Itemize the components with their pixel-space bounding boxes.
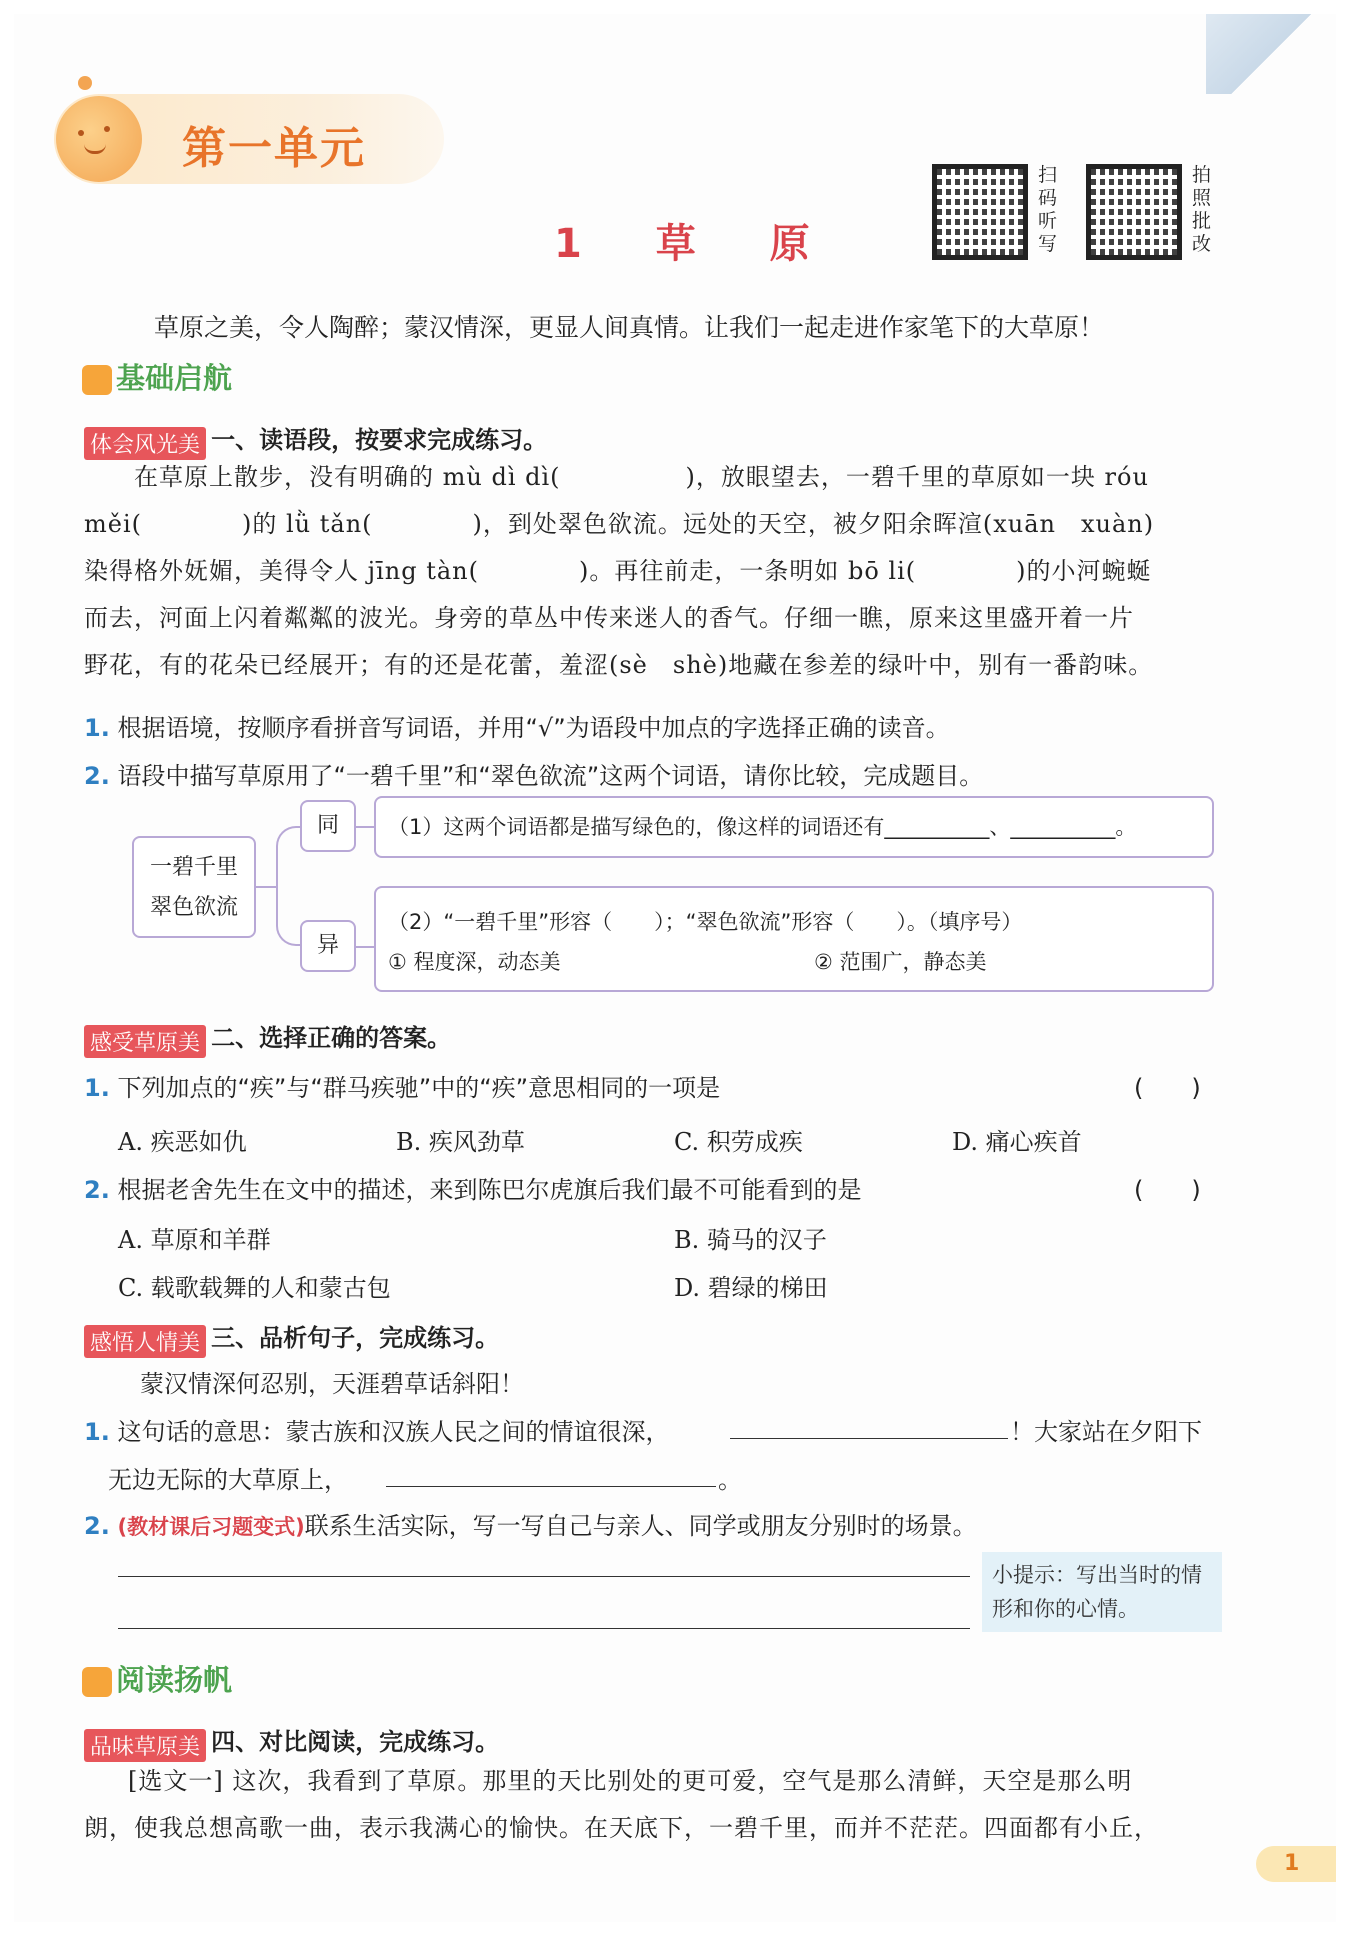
q3-s1-text-d: 。 bbox=[718, 1466, 742, 1494]
section-reading-title: 阅读扬帆 bbox=[116, 1663, 233, 1697]
q3-hint-box: 小提示：写出当时的情形和你的心情。 bbox=[982, 1552, 1222, 1632]
q3-s1-number: 1. bbox=[84, 1418, 110, 1446]
diagram-diff-text: （2）“一碧千里”形容（ ）；“翠色欲流”形容（ ）。（填序号） bbox=[388, 910, 1023, 934]
q3-tag: 感悟人情美 bbox=[84, 1325, 206, 1358]
q1-passage bbox=[84, 454, 1264, 689]
q2-title: 二、选择正确的答案。 bbox=[211, 1024, 452, 1052]
qr-code-listen-icon[interactable] bbox=[932, 164, 1028, 260]
q4-tag: 品味草原美 bbox=[84, 1729, 206, 1762]
q3-s2-number: 2. bbox=[84, 1512, 110, 1540]
qr-grade-label: 拍照批改 bbox=[1192, 164, 1212, 255]
passage-line: 染得格外妩媚，美得令人 jīng tàn( )。再往前走，一条明如 bō li( )的小河蜿蜒 bbox=[84, 557, 1152, 585]
diagram-word-2: 翠色欲流 bbox=[149, 895, 238, 920]
q2-s1-option-c[interactable]: C. 积劳成疾 bbox=[674, 1128, 803, 1156]
diagram-same-box: 同 bbox=[300, 800, 356, 852]
q1-sub1-text: 根据语境，按顺序看拼音写词语，并用“√”为语段中加点的字选择正确的读音。 bbox=[117, 714, 950, 742]
anchor-icon bbox=[82, 365, 112, 395]
q2-header bbox=[84, 1018, 451, 1058]
q4-passage bbox=[84, 1758, 1264, 1852]
q1-sub2 bbox=[84, 756, 983, 791]
diagram-word-1: 一碧千里 bbox=[149, 855, 238, 880]
passage-line: 朗，使我总想高歌一曲，表示我满心的愉快。在天底下，一碧千里，而并不茫茫。四面都有小丘， bbox=[84, 1814, 1159, 1842]
q3-s1-text-b: ！大家站在夕阳下 bbox=[1010, 1418, 1202, 1446]
q2-s2-option-c[interactable]: C. 载歌载舞的人和蒙古包 bbox=[118, 1274, 391, 1302]
q1-sub2-number: 2. bbox=[84, 762, 110, 790]
diagram-diff-panel bbox=[374, 886, 1214, 992]
diagram-options bbox=[388, 942, 1200, 982]
q2-s1-option-a[interactable]: A. 疾恶如仇 bbox=[118, 1128, 247, 1156]
q3-s2-source-tag: (教材课后习题变式) bbox=[117, 1515, 305, 1539]
diagram-option-2: ② 范围广，静态美 bbox=[814, 950, 987, 974]
passage-line: měi( )的 lǜ tǎn( )，到处翠色欲流。远处的天空，被夕阳余晖渲(xuān xuàn) bbox=[84, 510, 1155, 538]
q3-s1-text-a: 这句话的意思：蒙古族和汉族人民之间的情谊很深， bbox=[117, 1418, 670, 1446]
q2-s2-text: 根据老舍先生在文中的描述，来到陈巴尔虎旗后我们最不可能看到的是 bbox=[117, 1176, 862, 1204]
q4-title: 四、对比阅读，完成练习。 bbox=[211, 1728, 500, 1756]
q3-s2-answer-line[interactable] bbox=[118, 1576, 970, 1577]
q2-s2-option-d[interactable]: D. 碧绿的梯田 bbox=[674, 1274, 828, 1302]
q2-s2-answer-bracket[interactable]: ( ) bbox=[1134, 1176, 1201, 1204]
q2-s1-option-b[interactable]: B. 疾风劲草 bbox=[396, 1128, 525, 1156]
sail-icon bbox=[82, 1667, 112, 1697]
lesson-title: 1 草 原 bbox=[554, 221, 840, 267]
q1-tag: 体会风光美 bbox=[84, 427, 206, 460]
q2-s1-text: 下列加点的“疾”与“群马疾驰”中的“疾”意思相同的一项是 bbox=[117, 1074, 721, 1102]
q2-s1-option-d[interactable]: D. 痛心疾首 bbox=[952, 1128, 1082, 1156]
diagram-same-text: （1）这两个词语都是描写绿色的，像这样的词语还有__________、__________。 bbox=[374, 796, 1214, 858]
q2-s2-option-b[interactable]: B. 骑马的汉子 bbox=[674, 1226, 827, 1254]
mascot-face-icon bbox=[56, 96, 142, 182]
q2-tag: 感受草原美 bbox=[84, 1025, 206, 1058]
passage-line: 野花，有的花朵已经展开；有的还是花蕾，羞涩(sè shè)地藏在参差的绿叶中，别有一番韵味。 bbox=[84, 651, 1154, 679]
q3-quote: 蒙汉情深何忍别，天涯碧草话斜阳！ bbox=[140, 1370, 524, 1398]
q1-sub1 bbox=[84, 708, 950, 743]
diagram-connector bbox=[256, 886, 276, 888]
section-basic-title: 基础启航 bbox=[116, 361, 233, 395]
passage-line: 在草原上散步，没有明确的 mù dì dì( )，放眼望去，一碧千里的草原如一块 róu bbox=[134, 463, 1149, 491]
page-corner-decoration bbox=[1206, 14, 1336, 94]
page bbox=[14, 14, 1336, 1922]
unit-title: 第一单元 bbox=[182, 123, 366, 174]
q2-s2-number: 2. bbox=[84, 1176, 110, 1204]
passage-line: 而去，河面上闪着粼粼的波光。身旁的草丛中传来迷人的香气。仔细一瞧，原来这里盛开着一片 bbox=[84, 604, 1134, 632]
q3-title: 三、品析句子，完成练习。 bbox=[211, 1324, 500, 1352]
q2-s2-option-a[interactable]: A. 草原和羊群 bbox=[118, 1226, 271, 1254]
q3-s1-line1 bbox=[84, 1412, 669, 1447]
q2-s2 bbox=[84, 1170, 861, 1205]
diagram-option-1: ① 程度深，动态美 bbox=[388, 950, 561, 974]
q2-s1-number: 1. bbox=[84, 1074, 110, 1102]
q3-s1-blank-2[interactable] bbox=[386, 1486, 716, 1487]
qr-code-grade-icon[interactable] bbox=[1086, 164, 1182, 260]
q1-sub2-text: 语段中描写草原用了“一碧千里”和“翠色欲流”这两个词语，请你比较，完成题目。 bbox=[117, 762, 984, 790]
diagram-connector bbox=[356, 946, 374, 948]
q4-header bbox=[84, 1722, 499, 1762]
q2-s2-options bbox=[118, 1220, 1218, 1310]
q1-title: 一、读语段，按要求完成练习。 bbox=[211, 426, 548, 454]
qr-listen-label: 扫码听写 bbox=[1038, 164, 1058, 255]
q3-s2-text: 联系生活实际，写一写自己与亲人、同学或朋友分别时的场景。 bbox=[304, 1512, 977, 1540]
q2-s1-answer-bracket[interactable]: ( ) bbox=[1134, 1074, 1201, 1102]
diagram-diff-box: 异 bbox=[300, 920, 356, 972]
section-reading-heading bbox=[82, 1658, 232, 1699]
q2-s1-options bbox=[118, 1122, 1218, 1162]
q3-s1-blank-1[interactable] bbox=[730, 1438, 1008, 1439]
diagram-connector bbox=[356, 826, 374, 828]
q2-s1 bbox=[84, 1068, 720, 1103]
page-number: 1 bbox=[1256, 1846, 1336, 1882]
passage-line: [选文一] 这次，我看到了草原。那里的天比别处的更可爱，空气是那么清鲜，天空是那么明 bbox=[128, 1767, 1133, 1795]
q3-s1-text-c: 无边无际的大草原上， bbox=[108, 1466, 348, 1494]
diagram-brace bbox=[276, 826, 300, 946]
q3-s2-answer-line[interactable] bbox=[118, 1628, 970, 1629]
q1-sub1-number: 1. bbox=[84, 714, 110, 742]
section-basic-heading bbox=[82, 356, 232, 397]
q3-header bbox=[84, 1318, 499, 1358]
intro-text: 草原之美，令人陶醉；蒙汉情深，更显人间真情。让我们一起走进作家笔下的大草原！ bbox=[154, 313, 1105, 342]
mascot-antenna-icon bbox=[78, 76, 92, 90]
q3-s2 bbox=[84, 1506, 977, 1541]
diagram-word-box bbox=[132, 836, 256, 938]
